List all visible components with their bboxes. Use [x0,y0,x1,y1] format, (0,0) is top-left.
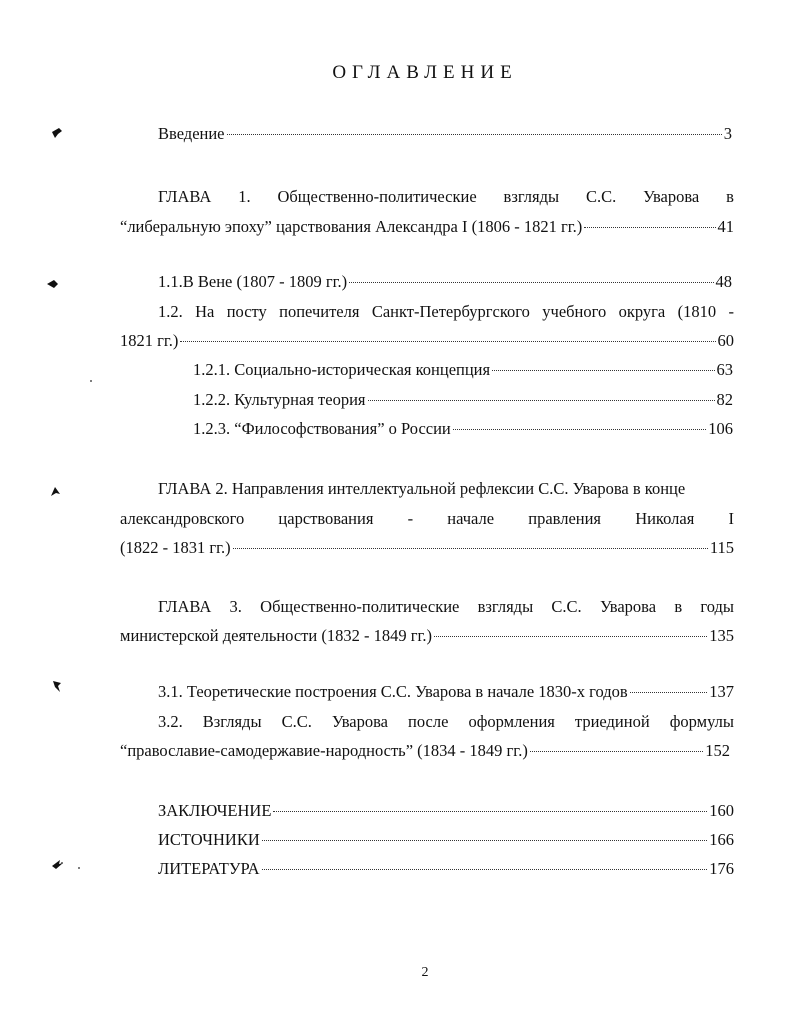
word: царствования [278,509,374,528]
leader-dots [530,751,703,752]
toc-entry-label: 1.2.1. Социально-историческая концепция [193,360,491,379]
word: (1810 [677,302,717,321]
scan-mark-icon [48,485,62,499]
word: триединой [574,712,650,731]
word: ГЛАВА [158,187,212,206]
word: Уварова [331,712,388,731]
word: 3. [229,597,242,616]
toc-page-number: 48 [715,272,732,291]
toc-page-number: 106 [708,419,733,438]
toc-page-number: 82 [716,390,733,409]
word: 1. [238,187,251,206]
leader-dots [492,370,714,371]
toc-entry-label: 1.1.В Вене (1807 - 1809 гг.) [158,272,348,291]
leader-dots [349,282,713,283]
toc-entry-label: 1.2.2. Культурная теория [193,390,366,409]
toc-page-number: 41 [717,217,734,236]
word: 1.2. [158,302,183,321]
word: Николая [635,509,695,528]
leader-dots [434,636,707,637]
toc-entry-label: 1.2.3. “Философствования” о России [193,419,451,438]
toc-entry-label: министерской деятельности (1832 - 1849 гг.) [120,626,432,645]
toc-entry-3-1[interactable] [158,682,734,702]
word: правления [528,509,602,528]
word: Уварова [599,597,657,616]
scan-mark-icon [50,678,64,694]
word: округа [618,302,666,321]
word: 3.2. [158,712,183,731]
toc-page-number: 160 [709,801,734,820]
toc-page-number: 137 [709,682,734,701]
toc-entry-label: “либеральную эпоху” царствования Александра I (1806 - 1821 гг.) [120,217,583,236]
word: в [674,597,683,616]
leader-dots [453,429,706,430]
toc-entry-1-2-3[interactable] [193,419,733,439]
toc-page-number: 135 [709,626,734,645]
toc-entry-ch2-line2[interactable] [120,509,734,529]
word: в [726,187,734,206]
toc-entry-label: “православие-самодержавие-народность” (1834 - 1849 гг.) [120,741,528,760]
word: александровского [120,509,245,528]
toc-entry-ch3-line2[interactable] [120,626,734,646]
toc-entry-label: (1822 - 1831 гг.) [120,538,231,557]
toc-entry-ch3-line1[interactable] [158,597,734,617]
toc-entry-ch1-line2[interactable] [120,217,734,237]
toc-entry-ch2-line3[interactable] [120,538,734,558]
word: взгляды [477,597,534,616]
word: С.С. [281,712,312,731]
toc-entry-1-2-line1[interactable] [158,302,734,322]
toc-entry-label: ЛИТЕРАТУРА [158,859,260,878]
toc-entry-conclusion[interactable] [158,801,734,821]
toc-entry-ch2-line1[interactable] [158,479,738,499]
toc-entry-3-2-line1[interactable] [158,712,734,732]
word: Санкт-Петербургского [371,302,530,321]
scan-mark-icon [46,277,60,291]
word: Уварова [643,187,700,206]
toc-entry-1-2-1[interactable] [193,360,733,380]
word: ГЛАВА [158,597,212,616]
word: На [195,302,215,321]
page-number: 2 [421,965,429,980]
leader-dots [273,811,707,812]
word: формулы [669,712,734,731]
scan-speck [78,867,80,869]
word: - [407,509,414,528]
toc-page-number: 115 [709,538,734,557]
toc-entry-1-1[interactable] [158,272,732,292]
word: Общественно-политические [260,597,460,616]
leader-dots [584,227,715,228]
word: взгляды [503,187,560,206]
toc-entry-sources[interactable] [158,830,734,850]
toc-page-number: 63 [716,360,733,379]
word: годы [700,597,734,616]
word: начале [447,509,495,528]
leader-dots [262,840,707,841]
leader-dots [233,548,708,549]
toc-entry-1-2-2[interactable] [193,390,733,410]
toc-entry-label: ГЛАВА 2. Направления интеллектуальной рефлексии С.С. Уварова в конце [158,479,686,498]
word: после [408,712,449,731]
toc-page-number: 3 [723,124,732,143]
toc-entry-3-2-line2[interactable] [120,741,730,761]
toc-entry-literature[interactable] [158,859,734,879]
word: С.С. [551,597,582,616]
scan-speck [61,862,63,864]
leader-dots [368,400,715,401]
leader-dots [180,341,715,342]
toc-page-number: 152 [705,741,730,760]
leader-dots [262,869,708,870]
leader-dots [630,692,708,693]
word: посту [226,302,267,321]
toc-page-number: 60 [717,331,734,350]
word: оформления [468,712,555,731]
word: I [728,509,734,528]
toc-entry-label: ЗАКЛЮЧЕНИЕ [158,801,272,820]
toc-page-number: 166 [709,830,734,849]
toc-entry-label: Введение [158,124,225,143]
word: - [728,302,734,321]
toc-entry-label: 3.1. Теоретические построения С.С. Уварова в начале 1830-х годов [158,682,628,701]
scan-mark-icon [50,857,66,871]
leader-dots [227,134,722,135]
toc-entry-1-2-line2[interactable] [120,331,734,351]
toc-page-number: 176 [709,859,734,878]
toc-entry-ch1-line1[interactable] [158,187,734,207]
word: учебного [542,302,607,321]
word: Взгляды [202,712,262,731]
scan-speck [90,380,92,382]
word: Общественно-политические [277,187,477,206]
word: С.С. [585,187,617,206]
page-title: ОГЛАВЛЕНИЕ [332,62,518,83]
scan-mark-icon [50,126,64,140]
toc-entry-intro[interactable] [158,124,732,144]
word: попечителя [279,302,360,321]
toc-entry-label: ИСТОЧНИКИ [158,830,260,849]
toc-entry-label: 1821 гг.) [120,331,179,350]
